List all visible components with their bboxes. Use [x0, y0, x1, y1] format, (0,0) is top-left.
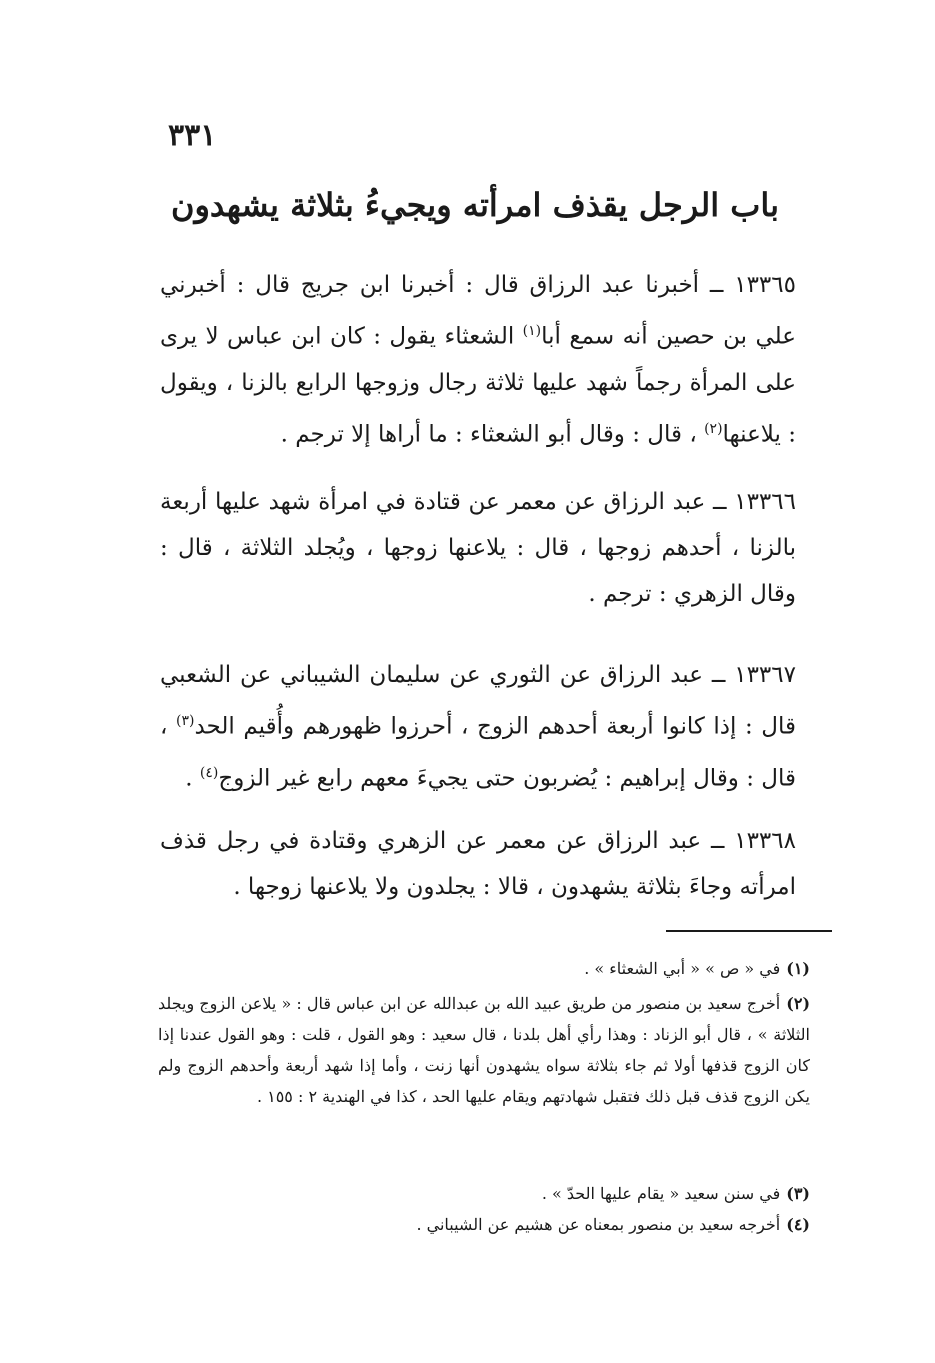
- hadith-text: ١٣٣٦٥ ــ أخبرنا عبد الرزاق قال : أخبرنا ابن جريج قال : أخبرني علي بن حصين أنه سمع أبا: [160, 272, 797, 350]
- hadith-13367: [160, 652, 796, 801]
- footnote-3: [158, 1178, 810, 1209]
- footnote-2: [158, 988, 810, 1112]
- footnote-ref[interactable]: (٣): [176, 713, 195, 729]
- footnote-number: (٤): [786, 1215, 810, 1234]
- footnote-4: [158, 1209, 810, 1240]
- footnote-number: (١): [786, 959, 810, 978]
- hadith-13365: [160, 262, 796, 457]
- hadith-text: .: [185, 765, 200, 792]
- footnote-paragraph: [158, 953, 810, 984]
- footnote-paragraph: [158, 1178, 810, 1209]
- footnote-text: في « ص » « أبي الشعثاء » .: [584, 959, 781, 978]
- hadith-text: الشعثاء يقول : كان ابن عباس لا يرى على المرأة رجماً شهد عليها ثلاثة رجال وزوجها الرابع بالزنا ، ويقول : يلاعنها: [160, 323, 796, 448]
- footnote-ref[interactable]: (٤): [199, 764, 219, 781]
- chapter-title: باب الرجل يقذف امرأته ويجيءُ بثلاثة يشهدون: [170, 186, 780, 224]
- hadith-paragraph: ١٣٣٦٨ ــ عبد الرزاق عن معمر عن الزهري وقتادة في رجل قذف امرأته وجاءَ بثلاثة يشهدون ، قالا : يجلدون ولا يلاعنها زوجها .: [160, 828, 796, 900]
- hadith-13368: [160, 818, 796, 910]
- footnote-number: (٣): [786, 1184, 810, 1203]
- page-number: ٣٣١: [168, 118, 217, 153]
- hadith-text: ، قال : وقال إبراهيم : يُضربون حتى يجيءَ معهم رابع غير الزوج: [160, 713, 796, 792]
- hadith-text: ، قال : وقال أبو الشعثاء : ما أراها إلا ترجم .: [280, 421, 705, 448]
- footnote-text: في سنن سعيد « يقام عليها الحدّ » .: [541, 1184, 781, 1203]
- hadith-paragraph: ١٣٣٦٦ ــ عبد الرزاق عن معمر عن قتادة في امرأة شهد عليها أربعة بالزنا ، أحدهم زوجها ، قال : يلاعنها زوجها ، ويُجلد الثلاثة ، قال : وقال الزهري : ترجم .: [160, 489, 796, 607]
- footnote-paragraph: [158, 988, 810, 1112]
- footnote-ref[interactable]: (١): [522, 323, 542, 339]
- footnote-number: (٢): [786, 994, 811, 1013]
- hadith-paragraph: [160, 262, 796, 457]
- footnote-paragraph: [158, 1209, 810, 1240]
- footnote-text: أخرج سعيد بن منصور من طريق عبيد الله بن عبدالله عن ابن عباس قال : « يلاعن الزوج ويجلد الثلاثة » ، قال أبو الزناد : وهذا رأي أهل بلدنا ، قال سعيد : وهو القول ، قلت : وهو القول عندنا إذا كان الزوج قذفها أولا ثم جاء بثلاثة سواه يشهدون أنها زنت ، وأما إذا شهد أربعة وأحدهم الزوج ولم يكن الزوج قذف قبل ذلك فتقبل شهادتهم ويقام عليها الحد ، كذا في الهندية ٢ : ١٥٥ .: [158, 994, 810, 1106]
- hadith-text: ١٣٣٦٧ ــ عبد الرزاق عن الثوري عن سليمان الشيباني عن الشعبي قال : إذا كانوا أربعة أحدهم الزوج ، أحرزوا ظهورهم وأُقيم الحد: [160, 662, 796, 740]
- footnote-ref[interactable]: (٢): [704, 420, 723, 437]
- footnote-1: [158, 953, 810, 984]
- footnote-text: أخرجه سعيد بن منصور بمعناه عن هشيم عن الشيباني .: [416, 1215, 781, 1234]
- footnote-divider: [666, 930, 832, 932]
- hadith-paragraph: [160, 652, 796, 801]
- hadith-13366: [160, 479, 796, 617]
